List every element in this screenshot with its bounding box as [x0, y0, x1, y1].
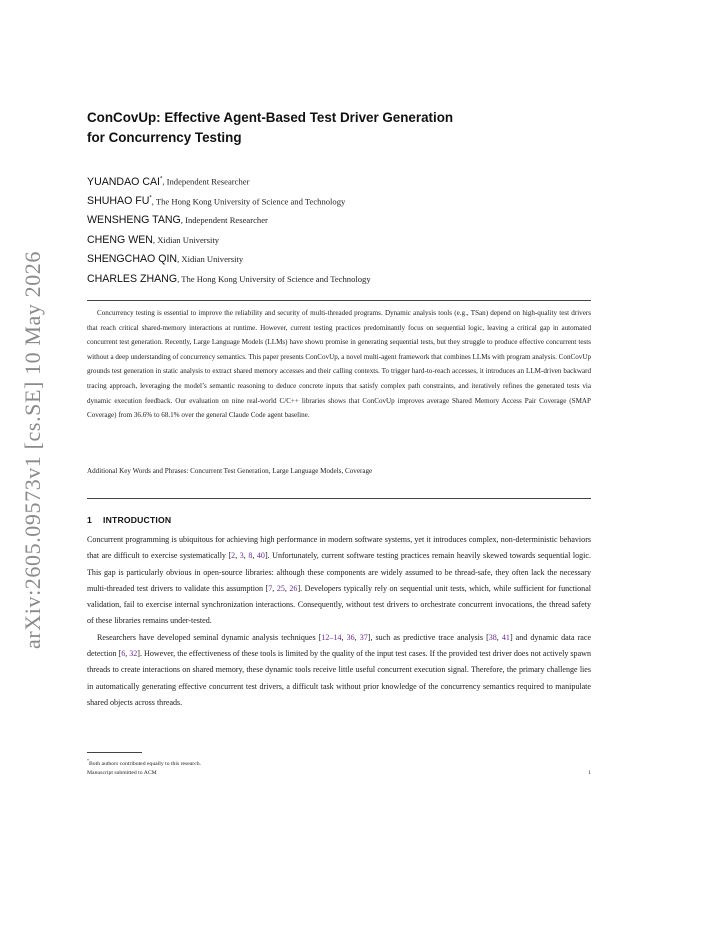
equal-contribution-mark: *: [160, 176, 163, 182]
citation-link[interactable]: 38: [488, 632, 497, 642]
author-row: [87, 190, 591, 210]
author-name: WENSHENG TANG: [87, 214, 181, 226]
citation-link[interactable]: 25: [276, 583, 285, 593]
citation-link[interactable]: 2: [231, 551, 236, 561]
introduction-body: [87, 532, 591, 711]
author-row: [87, 268, 591, 288]
author-affiliation: , The Hong Kong University of Science and Technology: [177, 273, 371, 284]
author-name: SHENGCHAO QIN: [87, 253, 178, 265]
author-name: CHARLES ZHANG: [87, 272, 178, 285]
abstract: [87, 306, 591, 423]
citation-link[interactable]: 8: [248, 551, 253, 561]
citation-link[interactable]: 36: [346, 632, 355, 642]
author-affiliation: , Xidian University: [177, 254, 244, 264]
footnote-text: Both authors contributed equally to this research.: [89, 760, 201, 767]
arxiv-identifier: arXiv:2605.09573v1 [cs.SE] 10 May 2026: [20, 251, 45, 649]
citation-link[interactable]: 40: [256, 551, 265, 561]
title-line-1: ConCovUp: Effective Agent-Based Test Driver Generation: [87, 110, 454, 125]
section-heading: [87, 515, 591, 525]
title-line-2: for Concurrency Testing: [87, 130, 242, 145]
abstract-bottom-rule: [87, 498, 591, 499]
author-row: [87, 248, 591, 268]
abstract-text: Concurrency testing is essential to improve the reliability and security of multi-threaded programs. Dynamic analysis tools (e.g., TSan) depend on high-quality test drivers that reach critical shared-memory interactions at runtime. However, current testing practices predominantly focus on sequential logic, leaving a critical gap in automated concurrent test generation. Recently, Large Language Models (LLMs) have shown promise in generating sequential tests, but they struggle to produce effective concurrent tests without a deep understanding of concurrency semantics. This paper presents ConCovUp, a novel multi-agent framework that combines LLMs with program analysis. ConCovUp grounds test generation in static analysis to extract shared memory accesses and their calling contexts. To trigger hard-to-reach accesses, it introduces an LLM-driven backward tracing approach, leveraging the model’s semantic reasoning to deduce concrete inputs that satisfy complex path constraints, and iteratively refines the generated tests via dynamic execution feedback. Our evaluation on nine real-world C/C++ libraries shows that ConCovUp improves average Shared Memory Access Pair Coverage (SMAP Coverage) from 36.6% to 68.1% over the general Claude Code agent baseline.: [87, 309, 591, 420]
author-list: [87, 170, 591, 287]
author-row: [87, 209, 591, 229]
citation-link[interactable]: 6: [121, 649, 126, 659]
citation-link[interactable]: 37: [359, 632, 368, 642]
author-row: [87, 229, 591, 249]
paper-title: [87, 108, 591, 148]
keywords: Additional Key Words and Phrases: Concurrent Test Generation, Large Language Models, Coverage: [87, 467, 373, 475]
citation-link[interactable]: 26: [289, 583, 298, 593]
citation-link[interactable]: 7: [268, 583, 273, 593]
author-name: SHUHAO FU*: [87, 195, 152, 208]
citation-link[interactable]: 3: [239, 551, 244, 561]
page-number: 1: [588, 770, 591, 776]
footnote-rule: [87, 752, 142, 753]
section-number: 1: [87, 515, 92, 525]
arxiv-sidebar: [8, 251, 58, 649]
footnote: [87, 756, 591, 769]
citation-link[interactable]: 12–14: [321, 632, 342, 642]
author-affiliation: , Xidian University: [152, 234, 220, 245]
author-affiliation: , Independent Researcher: [180, 215, 268, 225]
footnote-mark: *: [87, 758, 89, 763]
intro-paragraph-1: Concurrent programming is ubiquitous for achieving high performance in modern software systems, yet it introduces complex, non-deterministic behaviors that are difficult to exercise systematically [2, 3, 8, 40]. Unfortunately, current software testing practices remain heavily skewed towards sequential logic. This gap is particularly obvious in open-source libraries: although these components are widely assumed to be thread-safe, they often lack the necessary multi-threaded test drivers to validate this assumption [7, 25, 26]. Developers typically rely on sequential unit tests, which, while sufficient for functional validation, fail to exercise internal synchronization interactions. Consequently, without test drivers to orchestrate concurrent invocations, the thread safety of these libraries remains under-tested.: [87, 535, 592, 626]
author-name: YUANDAO CAI*: [87, 175, 163, 188]
citation-link[interactable]: 41: [501, 632, 510, 642]
abstract-top-rule: [87, 300, 591, 301]
author-affiliation: , The Hong Kong University of Science and Technology: [151, 196, 346, 207]
equal-contribution-mark: *: [149, 195, 152, 202]
citation-link[interactable]: 32: [129, 649, 138, 659]
intro-paragraph-2: Researchers have developed seminal dynamic analysis techniques [12–14, 36, 37], such as predictive trace analysis [38, 41] and dynamic data race detection [6, 32]. However, the effectiveness of these tools is limited by the quality of the input test cases. If the provided test driver does not actively spawn threads to create interactions on shared memory, these dynamic tools receive little useful concurrent execution signal. Therefore, the primary challenge lies in automatically generating effective concurrent test drivers, a difficult task without prior knowledge of the concurrency semantics required to manipulate shared objects across threads.: [87, 632, 592, 707]
section-title: INTRODUCTION: [103, 515, 172, 525]
author-row: [87, 170, 591, 190]
manuscript-note: Manuscript submitted to ACM: [87, 770, 157, 776]
author-affiliation: , Independent Researcher: [162, 176, 250, 187]
author-name: CHENG WEN: [87, 233, 153, 246]
